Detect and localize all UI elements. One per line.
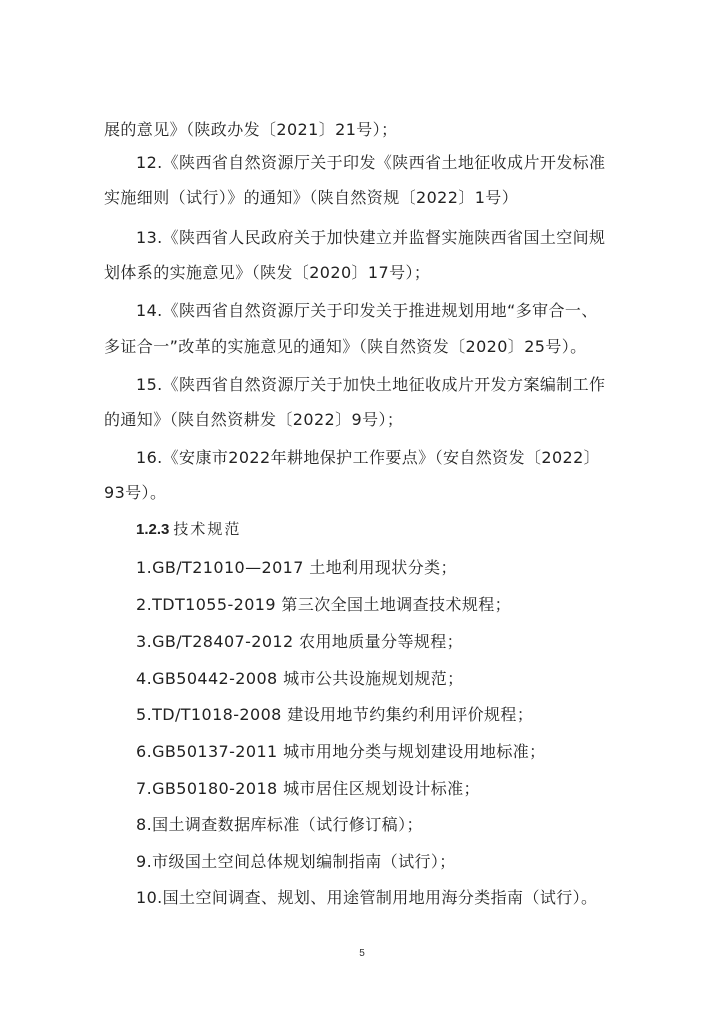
paragraph-line: 展的意见》（陕政办发〔2021〕21号）； — [104, 120, 398, 139]
paragraph-line: 13.《陕西省人民政府关于加快建立并监督实施陕西省国土空间规 — [136, 228, 606, 247]
paragraph-line: 15.《陕西省自然资源厅关于加快土地征收成片开发方案编制工作 — [136, 375, 606, 394]
standard-item: 9.市级国土空间总体规划编制指南（试行）； — [136, 852, 456, 871]
paragraph-line: 12.《陕西省自然资源厅关于印发《陕西省土地征收成片开发标准 — [136, 153, 606, 172]
standard-item: 5.TD/T1018-2008 建设用地节约集约利用评价规程； — [136, 705, 534, 724]
paragraph-line: 93号）。 — [104, 483, 167, 502]
section-heading — [136, 519, 241, 541]
paragraph-line: 的通知》（陕自然资耕发〔2022〕9号）； — [104, 410, 404, 429]
paragraph-line: 多证合一”改革的实施意见的通知》（陕自然资发〔2020〕25号）。 — [104, 337, 587, 356]
standard-item: 8.国土调查数据库标准（试行修订稿）； — [136, 815, 423, 834]
standard-item: 10.国土空间调查、规划、用途管制用地用海分类指南（试行）。 — [136, 888, 598, 907]
standard-item: 2.TDT1055-2019 第三次全国土地调查技术规程； — [136, 595, 512, 614]
paragraph-line: 实施细则（试行）》的通知》（陕自然资规〔2022〕1号） — [104, 188, 519, 207]
paragraph-line: 14.《陕西省自然资源厅关于印发关于推进规划用地“多审合一、 — [136, 301, 598, 320]
section-title: 技术规范 — [173, 521, 242, 538]
section-number: 1.2.3 — [136, 521, 170, 538]
paragraph-line: 划体系的实施意见》（陕发〔2020〕17号）； — [104, 263, 431, 282]
page-number: 5 — [359, 948, 365, 959]
standard-item: 7.GB50180-2018 城市居住区规划设计标准； — [136, 779, 480, 798]
standard-item: 3.GB/T28407-2012 农用地质量分等规程； — [136, 632, 464, 651]
standard-item: 1.GB/T21010—2017 土地利用现状分类； — [136, 558, 457, 577]
paragraph-line: 16.《安康市2022年耕地保护工作要点》（安自然资发〔2022〕 — [136, 448, 601, 467]
standard-item: 6.GB50137-2011 城市用地分类与规划建设用地标准； — [136, 742, 546, 761]
standard-item: 4.GB50442-2008 城市公共设施规划规范； — [136, 669, 464, 688]
